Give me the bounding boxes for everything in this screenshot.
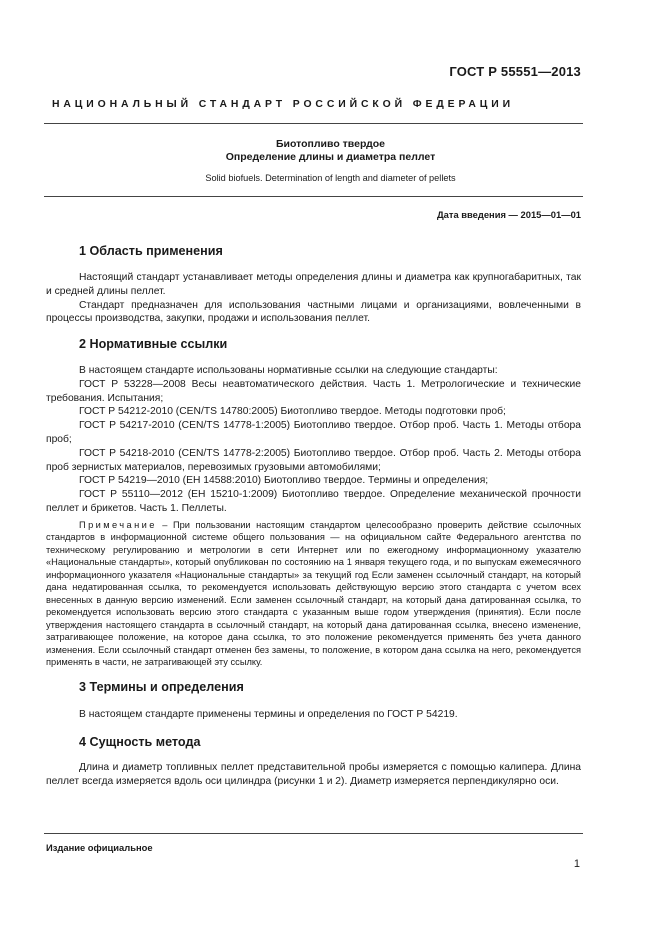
paragraph: Стандарт предназначен для использования частными лицами и организациями, вовлеченными в процессы производства, закупки, продажи и использования пеллет. xyxy=(46,299,581,325)
reference-item: ГОСТ Р 53228—2008 Весы неавтоматического действия. Часть 1. Метрологические и технические требования. Испытания; xyxy=(46,378,581,404)
section-1-heading: 1 Область применения xyxy=(79,244,223,258)
national-standard-banner: НАЦИОНАЛЬНЫЙ СТАНДАРТ РОССИЙСКОЙ ФЕДЕРАЦИИ xyxy=(52,99,515,110)
effective-date: Дата введения — 2015—01—01 xyxy=(436,209,581,220)
reference-item: ГОСТ Р 55110—2012 (ЕН 15210-1:2009) Биотопливо твердое. Определение механической прочности пеллет и брикетов. Часть 1. Пеллеты. xyxy=(46,489,581,514)
reference-item: ГОСТ Р 54212-2010 (CEN/TS 14780:2005) Биотопливо твердое. Методы подготовки проб; xyxy=(79,406,506,418)
title-ru-line1: Биотопливо твердое xyxy=(275,138,386,150)
section-1-body xyxy=(46,271,581,326)
section-4-body xyxy=(46,761,581,789)
section-4-heading: 4 Сущность метода xyxy=(79,735,201,749)
section-2-heading: 2 Нормативные ссылки xyxy=(79,337,228,351)
title-ru-line2: Определение длины и диаметра пеллет xyxy=(225,151,436,163)
section-3-heading: 3 Термины и определения xyxy=(79,680,244,694)
section-3-body xyxy=(46,708,581,722)
edition-label: Издание официальное xyxy=(46,842,153,853)
paragraph: Настоящий стандарт устанавливает методы определения длины и диаметра как крупногабаритных, так и средней длины пеллет. xyxy=(46,272,581,297)
note-label: Примечание xyxy=(79,520,157,530)
paragraph: Длина и диаметр топливных пеллет представительной пробы измеряется с помощью калипера. Длина пеллет всегда измеряется вдоль оси цилиндра (рисунки 1 и 2). Диаметр измеряется перпендикулярно оси. xyxy=(46,762,581,787)
note-text: – При пользовании настоящим стандартом целесообразно проверить действие ссылочных стандартов в информационной системе общего пользования — на официальном сайте Федерального агентства по техническому регулированию и метрологии в сети Интернет или по ежегодному информационному указателю «Национальные стандарты», который опубликован по состоянию на 1 января текущего года, и по выпускам ежемесячного информационного указателя «Национальные стандарты» за текущий год Если заменен ссылочный стандарт, на который дана недатированная ссылка, то рекомендуется использовать действующую версию этого стандарта с учетом всех внесенных в данную версию изменений. Если заменен ссылочный стандарт, на который дана датированная ссылка, то рекомендуется использовать версию этого стандарта с указанным выше годом утверждения (принятия). Если после утверждения настоящего стандарта в ссылочный стандарт, на который дана датированная ссылка, внесено изменение, затрагивающее положение, на которое дана ссылка, то это положение рекомендуется применять без учета данного изменения. Если ссылочный стандарт отменен без замены, то положение, в котором дана ссылка на него, рекомендуется применять в части, не затрагивающей эту ссылку. xyxy=(46,520,581,667)
divider xyxy=(44,196,583,197)
divider xyxy=(44,123,583,124)
section-2-body xyxy=(46,364,581,516)
footer-divider xyxy=(44,833,583,834)
title-en: Solid biofuels. Determination of length and diameter of pellets xyxy=(205,173,456,183)
gost-number: ГОСТ Р 55551—2013 xyxy=(449,64,581,79)
paragraph: В настоящем стандарте использованы нормативные ссылки на следующие стандарты: xyxy=(79,365,498,376)
note-block xyxy=(46,519,581,668)
reference-item: ГОСТ Р 54218-2010 (CEN/TS 14778-2:2005) Биотопливо твердое. Отбор проб. Часть 2. Методы отбора проб зернистых материалов, перевозимых грузовыми автомобилями; xyxy=(46,447,581,473)
paragraph: В настоящем стандарте применены термины и определения по ГОСТ Р 54219. xyxy=(79,709,458,720)
page-number: 1 xyxy=(573,858,580,870)
reference-item: ГОСТ Р 54217-2010 (CEN/TS 14778-1:2005) Биотопливо твердое. Отбор проб. Часть 1. Методы отбора проб; xyxy=(46,420,581,445)
reference-item: ГОСТ Р 54219—2010 (ЕН 14588:2010) Биотопливо твердое. Термины и определения; xyxy=(79,475,489,487)
